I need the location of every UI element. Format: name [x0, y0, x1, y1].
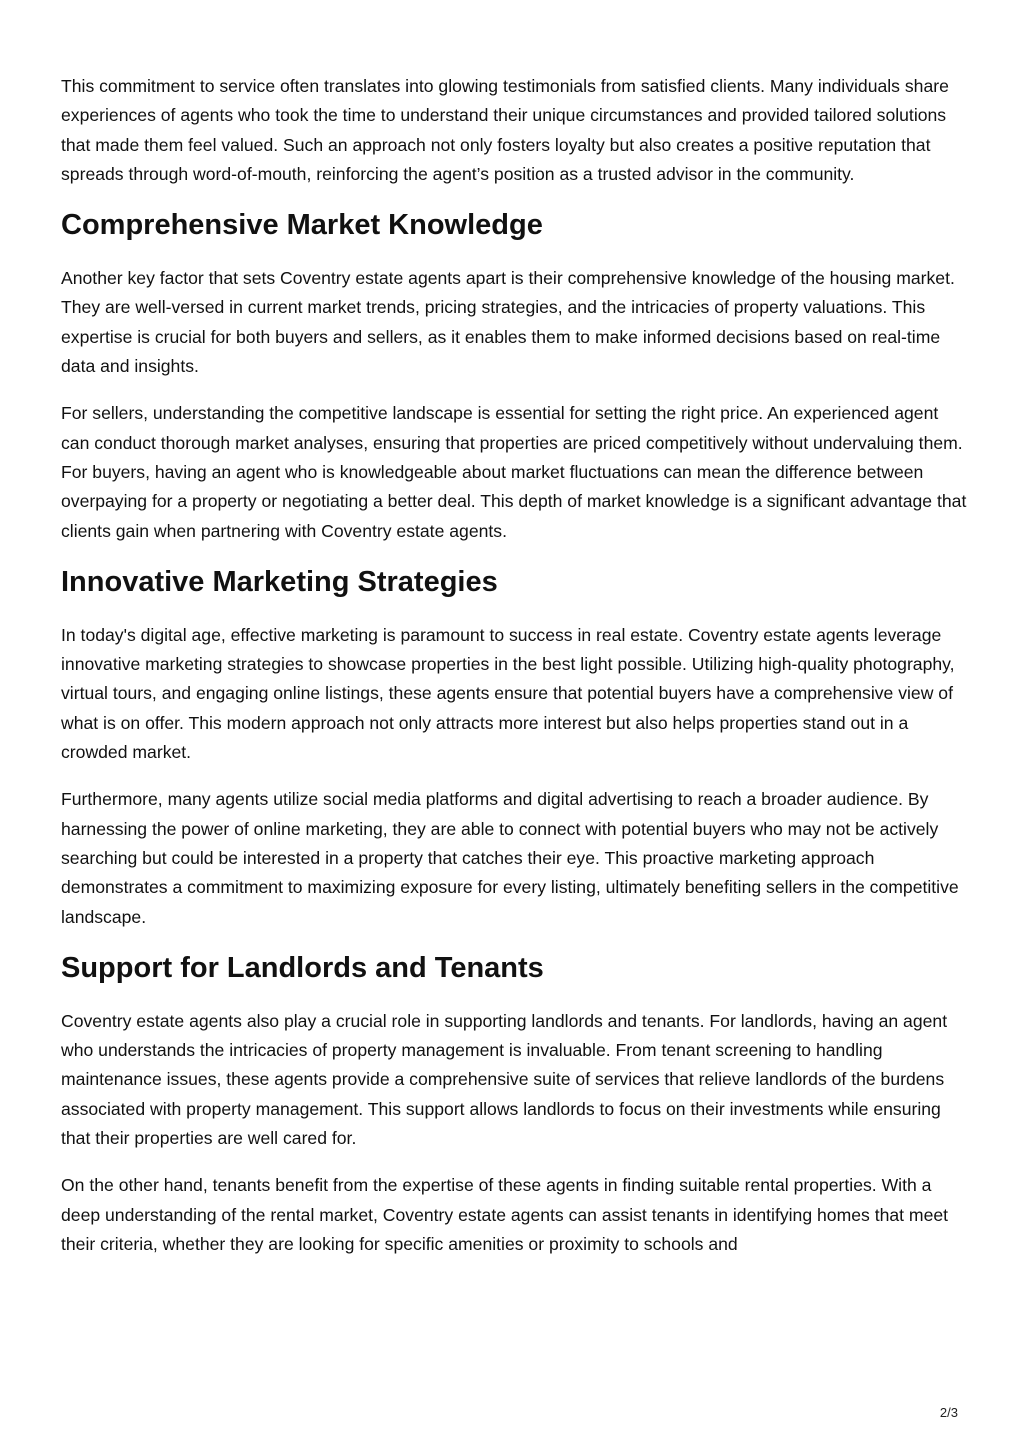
landlords-tenants-paragraph-1: Coventry estate agents also play a crucial role in supporting landlords and tenants. For landlords, having an agent who understands the intricacies of property management is invaluable. From tenant screening to handling maintenance issues, these agents provide a comprehensive suite of services that relieve landlords of the burdens associated with property management. This support allows landlords to focus on their investments while ensuring that their properties are well cared for.: [61, 1010, 948, 1149]
page-number: 2/3: [939, 1405, 958, 1420]
document-body: [61, 72, 971, 1277]
section-heading-market-knowledge: Comprehensive Market Knowledge: [61, 209, 543, 242]
marketing-strategies-paragraph-2: Furthermore, many agents utilize social media platforms and digital advertising to reach a broader audience. By harnessing the power of online marketing, they are able to connect with potential buyers who may not be actively searching but could be interested in a property that catches their eye. This proactive marketing approach demonstrates a commitment to maximizing exposure for every listing, ultimately benefiting sellers in the competitive landscape.: [61, 789, 959, 927]
market-knowledge-paragraph-2: For sellers, understanding the competitive landscape is essential for setting the right price. An experienced agent can conduct thorough market analyses, ensuring that properties are priced competitively without undervaluing them. For buyers, having an agent who is knowledgeable about market fluctuations can mean the difference between overpaying for a property or negotiating a better deal. This depth of market knowledge is a significant advantage that clients gain when partnering with Coventry estate agents.: [61, 403, 967, 541]
intro-paragraph: This commitment to service often translates into glowing testimonials from satisfied clients. Many individuals share experiences of agents who took the time to understand their unique circumstances and provided tailored solutions that made them feel valued. Such an approach not only fosters loyalty but also creates a positive reputation that spreads through word-of-mouth, reinforcing the agent’s position as a trusted advisor in the community.: [61, 76, 949, 184]
section-heading-marketing-strategies: Innovative Marketing Strategies: [61, 565, 498, 598]
landlords-tenants-paragraph-2: On the other hand, tenants benefit from the expertise of these agents in finding suitable rental properties. With a deep understanding of the rental market, Coventry estate agents can assist tenants in identifying homes that meet their criteria, whether they are looking for specific amenities or proximity to schools and: [61, 1175, 949, 1254]
marketing-strategies-paragraph-1: In today's digital age, effective marketing is paramount to success in real estate. Coventry estate agents leverage innovative marketing strategies to showcase properties in the best light possible. Utilizing high-quality photography, virtual tours, and engaging online listings, these agents ensure that potential buyers have a comprehensive view of what is on offer. This modern approach not only attracts more interest but also helps properties stand out in a crowded market.: [61, 624, 955, 763]
section-heading-landlords-tenants: Support for Landlords and Tenants: [61, 951, 544, 984]
market-knowledge-paragraph-1: Another key factor that sets Coventry estate agents apart is their comprehensive knowledge of the housing market. They are well-versed in current market trends, pricing strategies, and the intricacies of property valuations. This expertise is crucial for both buyers and sellers, as it enables them to make informed decisions based on real-time data and insights.: [61, 268, 955, 377]
